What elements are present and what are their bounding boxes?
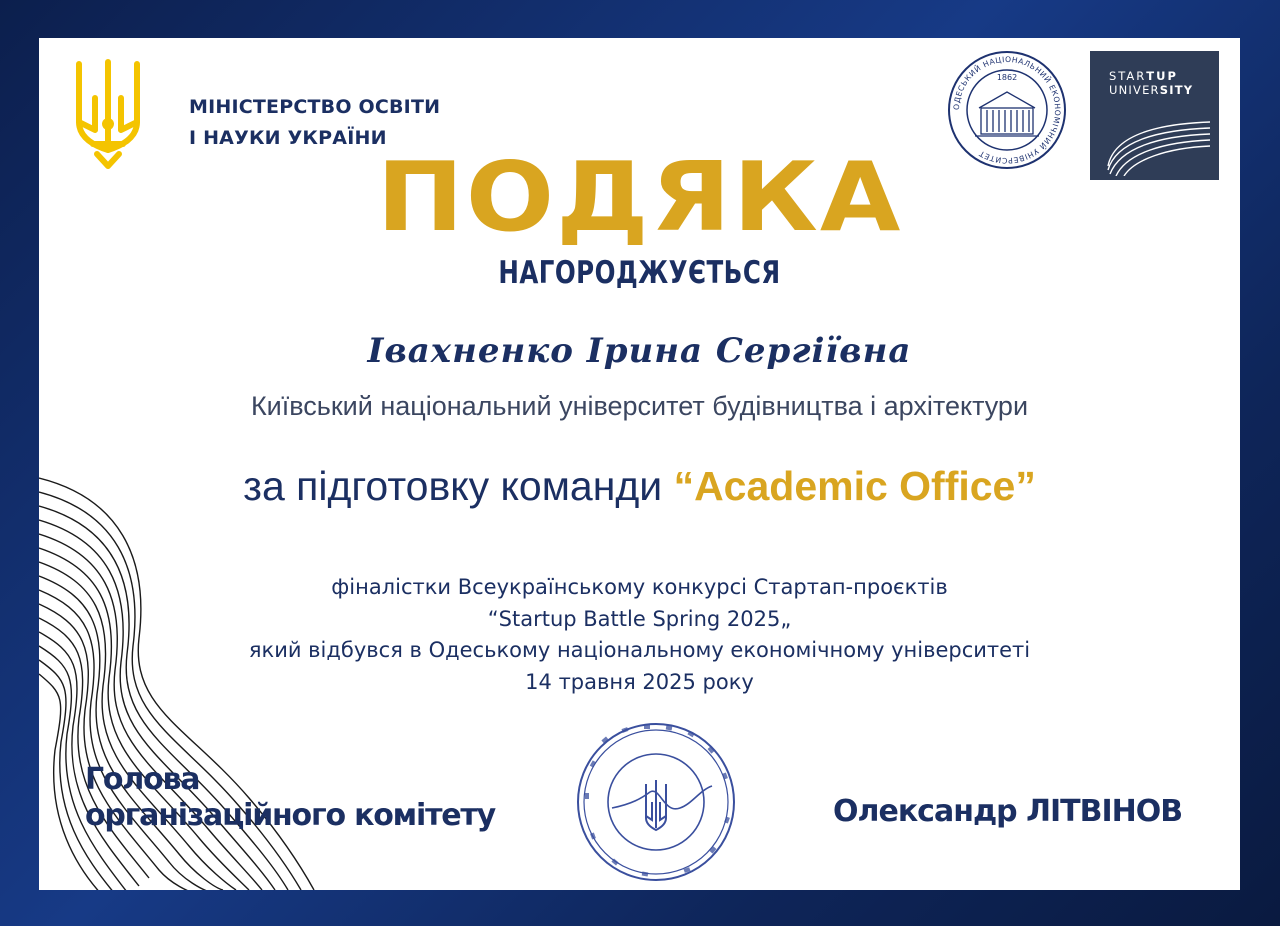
recipient-name: Івахненко Ірина Сергіївна xyxy=(367,331,912,371)
su-logo-line-1-b: TUP xyxy=(1146,69,1178,83)
oneu-seal-year: 1862 xyxy=(996,73,1018,82)
recipient-institution: Київський національний університет будівництва і архітектури xyxy=(250,391,1029,421)
award-description xyxy=(39,572,1240,698)
description-line: 14 травня 2025 року xyxy=(525,669,754,694)
official-stamp xyxy=(572,718,742,884)
description-line: фіналістки Всеукраїнському конкурсі Стартап-проєктів xyxy=(331,575,948,599)
ministry-line-2: І НАУКИ УКРАЇНИ xyxy=(189,127,387,149)
su-logo-line-2 xyxy=(1109,83,1193,97)
certificate-title: ПОДЯКА xyxy=(376,140,903,254)
description-line: який відбувся в Одеському національному економічному університеті xyxy=(248,638,1031,662)
ministry-line-1: МІНІСТЕРСТВО ОСВІТИ xyxy=(189,96,441,118)
su-logo-line-2-a: UNIVER xyxy=(1109,83,1160,97)
signatory-role-line-1: Голова xyxy=(85,762,200,797)
signatory-role-line-2: організаційного комітету xyxy=(85,798,495,833)
signatory-name: Олександр ЛІТВІНОВ xyxy=(833,794,1183,829)
certificate-sheet xyxy=(39,38,1240,890)
certificate-subtitle: НАГОРОДЖУЄТЬСЯ xyxy=(498,255,781,291)
team-name: “Academic Office” xyxy=(673,463,1036,509)
su-logo-line-2-b: SITY xyxy=(1159,83,1194,97)
su-logo-line-1 xyxy=(1109,69,1178,83)
award-reason xyxy=(39,463,1240,510)
su-logo-line-1-a: STAR xyxy=(1109,69,1147,83)
oneu-seal-text: ОДЕСЬКИЙ НАЦІОНАЛЬНИЙ ЕКОНОМІЧНИЙ УНІВЕРСИТЕТ xyxy=(951,54,1063,166)
description-line: “Startup Battle Spring 2025„ xyxy=(487,606,792,631)
signatory-role xyxy=(85,762,545,834)
award-reason-prefix: за підготовку команди xyxy=(243,463,674,509)
